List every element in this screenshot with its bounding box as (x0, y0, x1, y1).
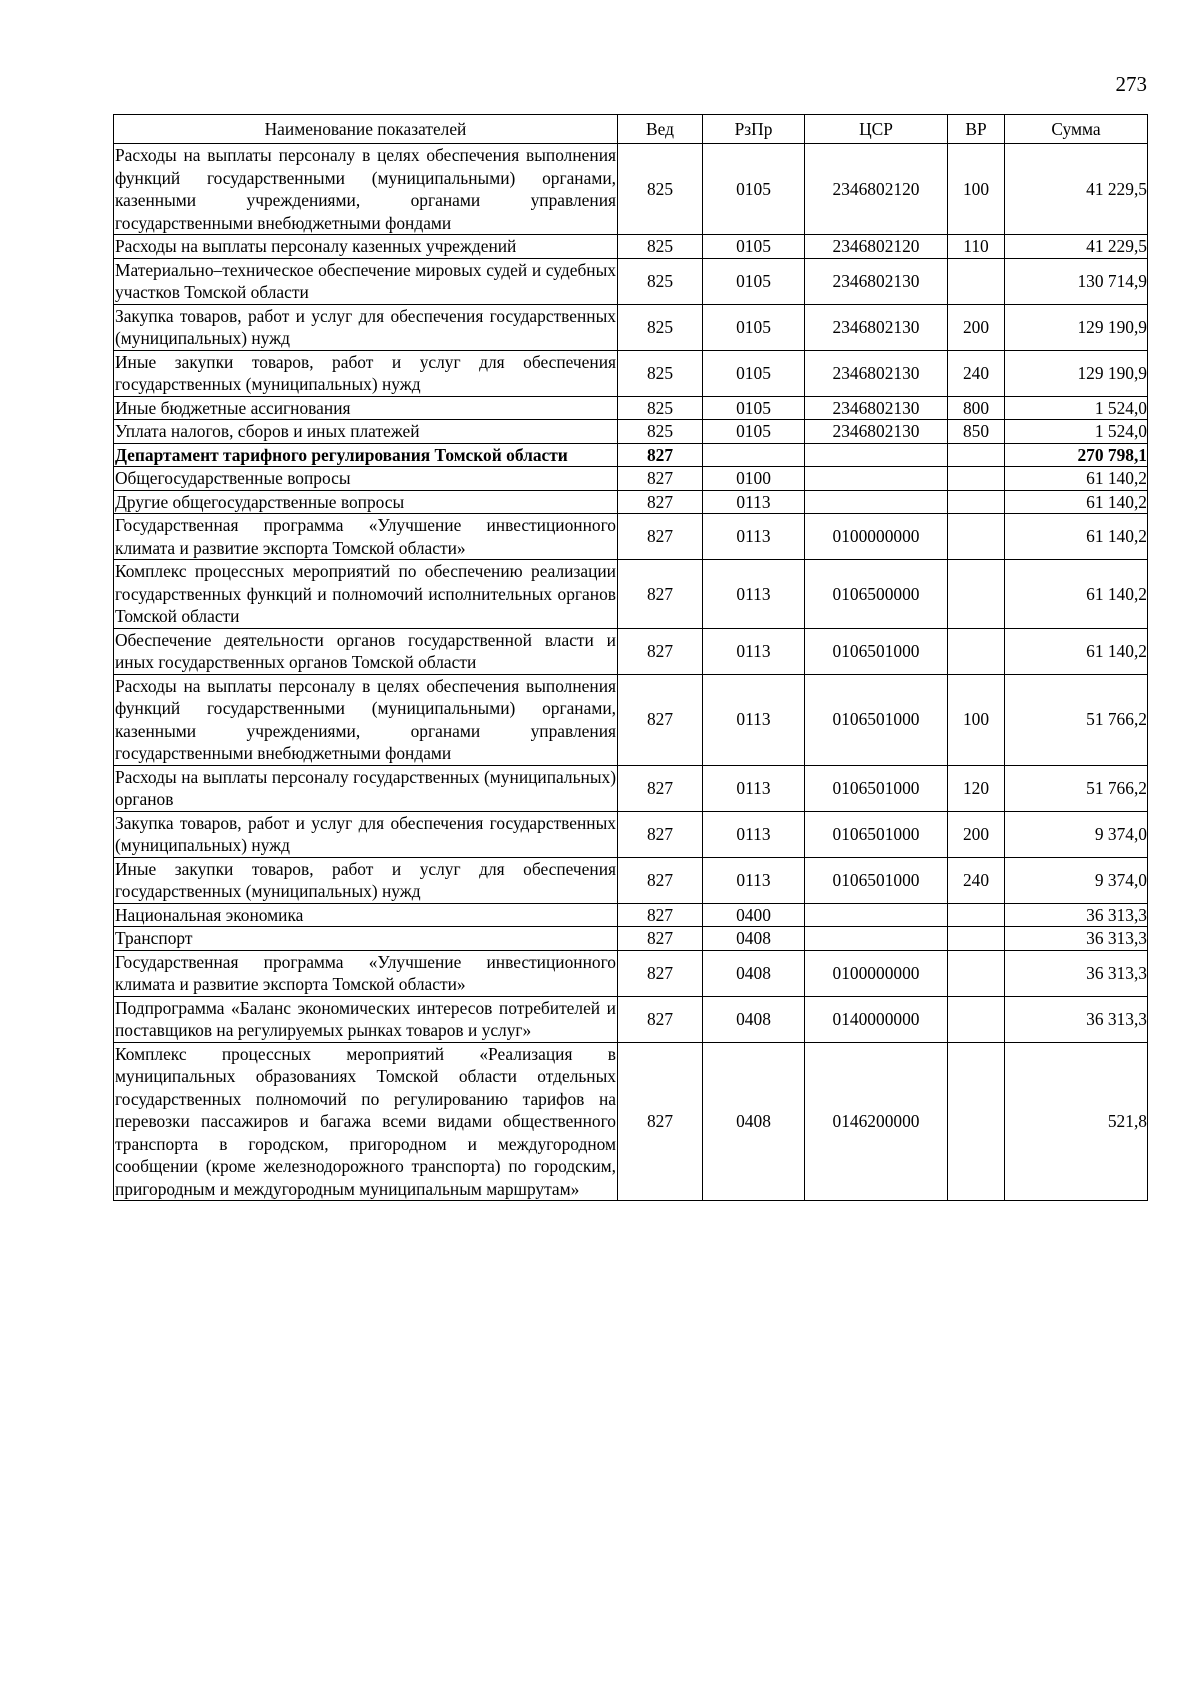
cell-vr: 110 (948, 235, 1005, 259)
cell-vr: 800 (948, 396, 1005, 420)
table-row (114, 420, 1148, 444)
cell-csr (805, 903, 948, 927)
cell-vr: 240 (948, 857, 1005, 903)
cell-sum: 41 229,5 (1005, 235, 1148, 259)
cell-ved: 825 (618, 396, 703, 420)
cell-rzpr: 0105 (703, 350, 805, 396)
cell-name: Расходы на выплаты персоналу казенных учреждений (114, 235, 618, 259)
cell-sum: 130 714,9 (1005, 258, 1148, 304)
cell-ved: 825 (618, 258, 703, 304)
cell-name: Транспорт (114, 927, 618, 951)
cell-name: Уплата налогов, сборов и иных платежей (114, 420, 618, 444)
cell-csr: 2346802130 (805, 304, 948, 350)
cell-vr: 200 (948, 304, 1005, 350)
cell-sum: 129 190,9 (1005, 350, 1148, 396)
cell-vr: 100 (948, 144, 1005, 235)
cell-vr (948, 490, 1005, 514)
cell-rzpr: 0113 (703, 857, 805, 903)
table-body (114, 144, 1148, 1201)
cell-name: Расходы на выплаты персоналу государственных (муниципальных) органов (115, 766, 616, 809)
table-row (114, 857, 1148, 903)
cell-rzpr (703, 443, 805, 467)
header-ved: Вед (618, 115, 703, 144)
cell-name: Государственная программа «Улучшение инвестиционного климата и развитие экспорта Томской области» (115, 951, 616, 994)
cell-rzpr: 0408 (703, 927, 805, 951)
cell-rzpr: 0113 (703, 674, 805, 765)
header-sum: Сумма (1005, 115, 1148, 144)
header-name: Наименование показателей (114, 115, 618, 144)
cell-csr: 2346802130 (805, 258, 948, 304)
header-csr: ЦСР (805, 115, 948, 144)
cell-rzpr: 0400 (703, 903, 805, 927)
cell-ved: 827 (618, 950, 703, 996)
cell-sum: 9 374,0 (1005, 857, 1148, 903)
cell-vr (948, 1042, 1005, 1201)
table-row (114, 490, 1148, 514)
header-rzpr: РзПр (703, 115, 805, 144)
cell-ved: 825 (618, 420, 703, 444)
cell-vr (948, 950, 1005, 996)
cell-sum: 36 313,3 (1005, 927, 1148, 951)
cell-ved: 827 (618, 1042, 703, 1201)
cell-ved: 827 (618, 811, 703, 857)
cell-csr: 2346802120 (805, 235, 948, 259)
table-row (114, 304, 1148, 350)
table-row (114, 674, 1148, 765)
cell-rzpr: 0113 (703, 765, 805, 811)
cell-csr: 0106501000 (805, 811, 948, 857)
cell-sum: 61 140,2 (1005, 560, 1148, 629)
cell-csr: 2346802130 (805, 350, 948, 396)
cell-csr: 2346802130 (805, 420, 948, 444)
cell-sum: 51 766,2 (1005, 765, 1148, 811)
cell-name: Государственная программа «Улучшение инвестиционного климата и развитие экспорта Томской области» (115, 515, 616, 558)
cell-sum: 61 140,2 (1005, 467, 1148, 491)
table-row (114, 765, 1148, 811)
cell-vr: 850 (948, 420, 1005, 444)
cell-csr (805, 927, 948, 951)
cell-name: Закупка товаров, работ и услуг для обеспечения государственных (муниципальных) нужд (115, 812, 616, 855)
cell-name: Другие общегосударственные вопросы (114, 490, 618, 514)
cell-sum: 41 229,5 (1005, 144, 1148, 235)
cell-name: Иные закупки товаров, работ и услуг для обеспечения государственных (муниципальных) нужд (115, 351, 616, 394)
table-row (114, 235, 1148, 259)
cell-ved: 825 (618, 350, 703, 396)
cell-csr: 0106501000 (805, 857, 948, 903)
cell-name: Подпрограмма «Баланс экономических интересов потребителей и поставщиков на регулируемых рынках товаров и услуг» (115, 997, 616, 1040)
cell-vr (948, 514, 1005, 560)
cell-name: Материально–техническое обеспечение мировых судей и судебных участков Томской области (115, 259, 616, 302)
cell-vr (948, 560, 1005, 629)
cell-csr: 0106500000 (805, 560, 948, 629)
cell-rzpr: 0113 (703, 811, 805, 857)
cell-csr: 0106501000 (805, 674, 948, 765)
cell-sum: 270 798,1 (1005, 443, 1148, 467)
cell-name: Общегосударственные вопросы (114, 467, 618, 491)
cell-csr: 2346802130 (805, 396, 948, 420)
cell-rzpr: 0105 (703, 235, 805, 259)
cell-vr (948, 903, 1005, 927)
cell-ved: 827 (618, 490, 703, 514)
cell-ved: 827 (618, 996, 703, 1042)
cell-name: Расходы на выплаты персоналу в целях обеспечения выполнения функций государственными (муниципальными) органами, казенными учреждениями, органами управления государственными внебюджетными фондами (115, 145, 616, 233)
cell-name: Комплекс процессных мероприятий «Реализация в муниципальных образованиях Томской области отдельных государственных полномочий по регулированию тарифов на перевозки пассажиров и багажа всеми видами общественного транспорта в городском, пригородном и междугородном сообщении (кроме железнодорожного транспорта) по городским, пригородным и междугородным муниципальным маршрутам» (115, 1043, 616, 1199)
cell-rzpr: 0105 (703, 144, 805, 235)
cell-name: Расходы на выплаты персоналу в целях обеспечения выполнения функций государственными (муниципальными) органами, казенными учреждениями, органами управления государственными внебюджетными фондами (115, 675, 616, 763)
cell-rzpr: 0105 (703, 304, 805, 350)
cell-sum: 521,8 (1005, 1042, 1148, 1201)
cell-rzpr: 0100 (703, 467, 805, 491)
table-row (114, 396, 1148, 420)
cell-csr (805, 467, 948, 491)
cell-ved: 827 (618, 443, 703, 467)
page-number: 273 (1115, 72, 1147, 96)
cell-sum: 61 140,2 (1005, 628, 1148, 674)
cell-ved: 827 (618, 903, 703, 927)
cell-rzpr: 0105 (703, 258, 805, 304)
cell-csr: 0140000000 (805, 996, 948, 1042)
cell-sum: 51 766,2 (1005, 674, 1148, 765)
cell-name: Департамент тарифного регулирования Томской области (114, 443, 618, 467)
cell-vr: 240 (948, 350, 1005, 396)
cell-vr (948, 628, 1005, 674)
cell-csr: 2346802120 (805, 144, 948, 235)
cell-vr: 100 (948, 674, 1005, 765)
cell-ved: 827 (618, 514, 703, 560)
cell-vr: 120 (948, 765, 1005, 811)
cell-name: Закупка товаров, работ и услуг для обеспечения государственных (муниципальных) нужд (115, 305, 616, 348)
cell-csr: 0100000000 (805, 514, 948, 560)
cell-sum: 36 313,3 (1005, 903, 1148, 927)
header-vr: ВР (948, 115, 1005, 144)
cell-sum: 36 313,3 (1005, 950, 1148, 996)
table-row (114, 950, 1148, 996)
cell-sum: 1 524,0 (1005, 420, 1148, 444)
table-row (114, 514, 1148, 560)
cell-sum: 61 140,2 (1005, 514, 1148, 560)
cell-sum: 1 524,0 (1005, 396, 1148, 420)
budget-table (113, 114, 1148, 1201)
cell-vr (948, 467, 1005, 491)
cell-csr: 0106501000 (805, 765, 948, 811)
cell-vr: 200 (948, 811, 1005, 857)
cell-vr (948, 927, 1005, 951)
table-row (114, 1042, 1148, 1201)
table-row (114, 903, 1148, 927)
cell-csr (805, 490, 948, 514)
cell-name: Иные бюджетные ассигнования (114, 396, 618, 420)
cell-rzpr: 0113 (703, 560, 805, 629)
cell-ved: 827 (618, 765, 703, 811)
cell-sum: 129 190,9 (1005, 304, 1148, 350)
cell-ved: 825 (618, 304, 703, 350)
cell-rzpr: 0408 (703, 950, 805, 996)
table-row (114, 350, 1148, 396)
cell-ved: 827 (618, 467, 703, 491)
cell-ved: 825 (618, 144, 703, 235)
cell-rzpr: 0408 (703, 1042, 805, 1201)
table-row (114, 144, 1148, 235)
cell-vr (948, 258, 1005, 304)
cell-csr (805, 443, 948, 467)
cell-csr: 0146200000 (805, 1042, 948, 1201)
cell-rzpr: 0105 (703, 420, 805, 444)
cell-rzpr: 0113 (703, 628, 805, 674)
cell-name: Иные закупки товаров, работ и услуг для обеспечения государственных (муниципальных) нужд (115, 858, 616, 901)
table-row (114, 811, 1148, 857)
cell-csr: 0106501000 (805, 628, 948, 674)
cell-name: Национальная экономика (114, 903, 618, 927)
table-row (114, 996, 1148, 1042)
table-row (114, 927, 1148, 951)
cell-name: Обеспечение деятельности органов государственной власти и иных государственных органов Томской области (115, 629, 616, 672)
cell-ved: 827 (618, 628, 703, 674)
table-row (114, 560, 1148, 629)
cell-sum: 61 140,2 (1005, 490, 1148, 514)
cell-vr (948, 996, 1005, 1042)
cell-ved: 827 (618, 927, 703, 951)
table-row (114, 443, 1148, 467)
table-header-row (114, 115, 1148, 144)
cell-rzpr: 0113 (703, 490, 805, 514)
table-row (114, 628, 1148, 674)
cell-rzpr: 0113 (703, 514, 805, 560)
cell-sum: 36 313,3 (1005, 996, 1148, 1042)
table-row (114, 467, 1148, 491)
cell-ved: 827 (618, 857, 703, 903)
cell-ved: 825 (618, 235, 703, 259)
cell-ved: 827 (618, 560, 703, 629)
cell-ved: 827 (618, 674, 703, 765)
cell-vr (948, 443, 1005, 467)
cell-sum: 9 374,0 (1005, 811, 1148, 857)
cell-rzpr: 0408 (703, 996, 805, 1042)
cell-rzpr: 0105 (703, 396, 805, 420)
cell-name: Комплекс процессных мероприятий по обеспечению реализации государственных функций и полномочий исполнительных органов Томской области (115, 561, 616, 626)
table-row (114, 258, 1148, 304)
cell-csr: 0100000000 (805, 950, 948, 996)
